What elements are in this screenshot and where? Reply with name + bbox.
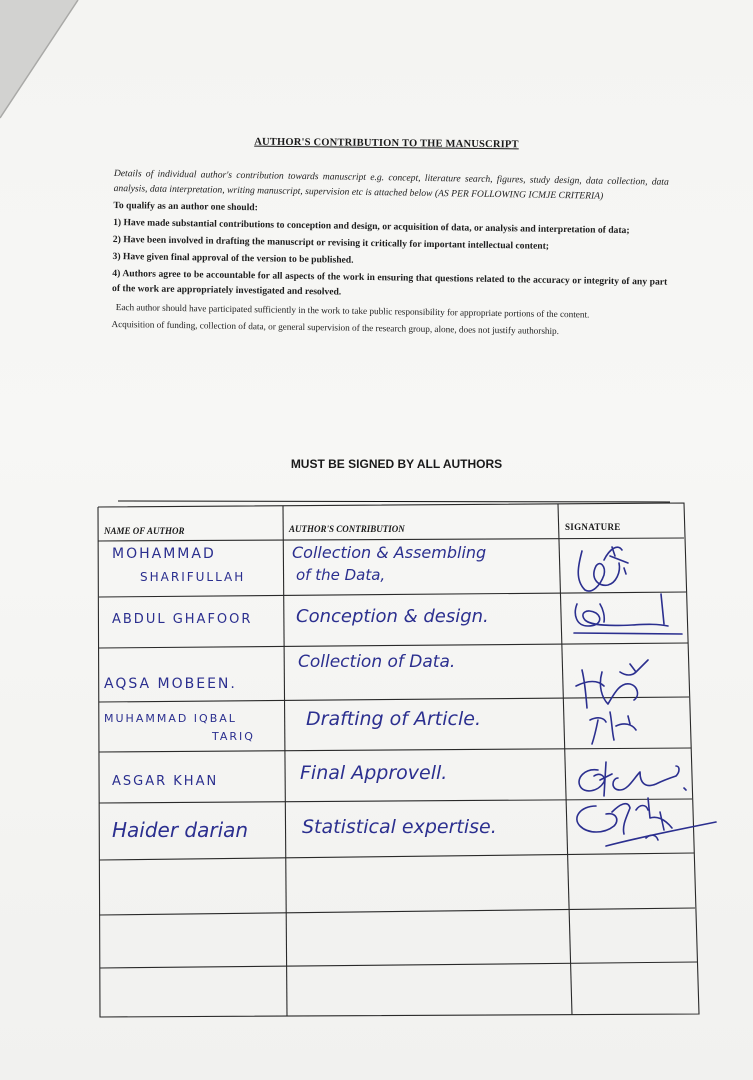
criterion-4: 4) Authors agree to be accountable for all aspects of the work in ensuring that questions related to the accuracy or integrity of any part of the work are appropriately investigated and resolved. (111, 267, 668, 298)
row3-name: AQSA MOBEEN. (104, 676, 237, 692)
signature-row3 (576, 660, 648, 708)
row4-name-line1: MUHAMMAD IQBAL (104, 712, 237, 725)
qualify-heading: To qualify as an author one should: (113, 199, 258, 214)
row2-name: ABDUL GHAFOOR (112, 612, 253, 627)
row5-name: ASGAR KHAN (112, 774, 219, 789)
participation-note: Each author should have participated sufficiently in the work to take public responsibility for appropriate portions of the content. (115, 302, 590, 320)
row3-contribution: Collection of Data. (298, 652, 456, 672)
row5-contribution: Final Approvell. (300, 762, 448, 784)
header-name: NAME OF AUTHOR (104, 526, 185, 536)
signature-row4 (590, 712, 636, 744)
signature-row5 (579, 762, 686, 796)
funding-note: Acquisition of funding, collection of data, or general supervision of the research group, alone, does not justify authorship. (111, 318, 560, 337)
row6-contribution: Statistical expertise. (302, 816, 497, 838)
criterion-1: 1) Have made substantial contributions to conception and design, or acquisition of data, or analysis and interpretation of data; (113, 216, 630, 237)
intro-paragraph: Details of individual author's contribution towards manuscript e.g. concept, literature search, figures, study design, data collection, data analysis, data interpretation, writing manuscript, supervision etc is attached below (AS PER FOLLOWING ICMJE CRITERIA) (113, 167, 669, 202)
signature-row6 (577, 798, 716, 846)
signature-row2 (574, 594, 682, 634)
row1-name-line2: SHARIFULLAH (140, 570, 246, 584)
signature-row1 (578, 547, 628, 591)
row2-contribution: Conception & design. (296, 606, 489, 627)
must-sign-heading: MUST BE SIGNED BY ALL AUTHORS (290, 457, 503, 471)
criterion-3: 3) Have given final approval of the version to be published. (112, 250, 354, 266)
row6-name: Haider darian (112, 818, 249, 842)
criterion-2: 2) Have been involved in drafting the manuscript or revising it critically for important intellectual content; (112, 233, 550, 252)
row1-contribution-line2: of the Data, (296, 566, 386, 584)
document-title: AUTHOR'S CONTRIBUTION TO THE MANUSCRIPT (254, 136, 519, 151)
row1-name-line1: MOHAMMAD (112, 546, 216, 562)
row4-name-line2: TARIQ (212, 730, 255, 743)
header-signature: SIGNATURE (565, 522, 621, 532)
row4-contribution: Drafting of Article. (306, 708, 481, 730)
header-contribution: AUTHOR'S CONTRIBUTION (289, 524, 405, 534)
row1-contribution-line1: Collection & Assembling (292, 543, 487, 562)
